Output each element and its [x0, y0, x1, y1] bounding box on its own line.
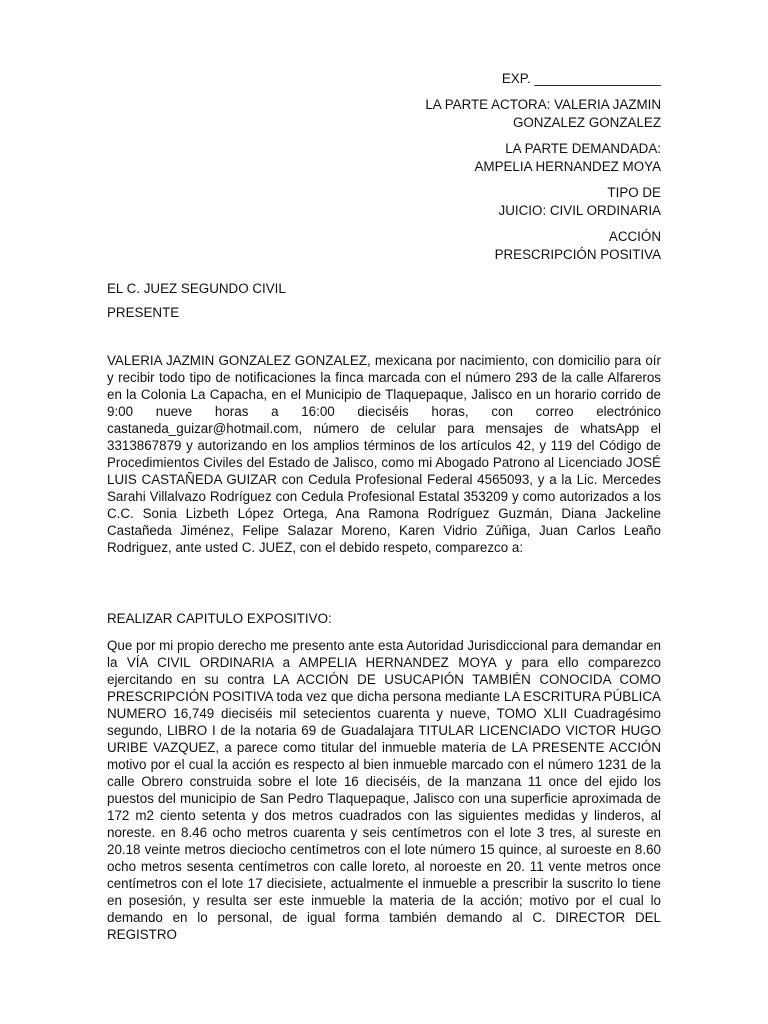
- presente-line: PRESENTE: [107, 305, 180, 320]
- expediente-block: [241, 70, 661, 88]
- parte-demandada-line-2: AMPELIA HERNANDEZ MOYA: [474, 159, 661, 174]
- judge-name: EL C. JUEZ SEGUNDO CIVIL: [107, 281, 286, 296]
- parte-demandada-line-1: LA PARTE DEMANDADA:: [505, 141, 661, 156]
- case-header: [241, 70, 661, 272]
- exposition-paragraph: Que por mi propio derecho me presento ante esta Autoridad Jurisdiccional para demandar en la VÍA CIVIL ORDINARIA a AMPELIA HERNANDEZ MOYA y para ello comparezco ejercitando en su contra LA ACCIÓN DE USUCAPIÓN TAMBIÉN CONOCIDA COMO PRESCRIPCIÓN POSITIVA toda vez que dicha persona mediante LA ESCRITURA PÚBLICA NUMERO 16,749 dieciséis mil setecientos cuarenta y nueve, TOMO XLII Cuadragésimo segundo, LIBRO I de la notaria 69 de Guadalajara TITULAR LICENCIADO VICTOR HUGO URIBE VAZQUEZ, a parece como titular del inmueble materia de LA PRESENTE ACCIÓN motivo por el cual la acción es respecto al bien inmueble marcado con el número 1231 de la calle Obrero construida sobre el lote 16 dieciséis, de la manzana 11 once del ejido los puestos del municipio de San Pedro Tlaquepaque, Jalisco con una superficie aproximada de 172 m2 ciento setenta y dos metros cuadrados con las siguientes medidas y linderos, al noreste. en 8.46 ocho metros cuarenta y seis centímetros con el lote 3 tres, al sureste en 20.18 veinte metros dieciocho centímetros con el lote número 15 quince, al suroeste en 8.60 ocho metros sesenta centímetros con calle loreto, al noroeste en 20. 11 vente metros once centímetros con el lote 17 diecisiete, actualmente el inmueble a prescribir la suscrito lo tiene en posesión, y resulta ser este inmueble la materia de la acción; motivo por el cual lo demando en lo personal, de igual forma también demando al C. DIRECTOR DEL REGISTRO: [107, 638, 661, 942]
- accion-block: [241, 228, 661, 264]
- accion-line-2: PRESCRIPCIÓN POSITIVA: [494, 247, 661, 262]
- tipo-juicio-block: [241, 184, 661, 220]
- tipo-juicio-line-2: JUICIO: CIVIL ORDINARIA: [498, 203, 661, 218]
- parte-actora-line-1: LA PARTE ACTORA: VALERIA JAZMIN: [425, 97, 661, 112]
- tipo-juicio-line-1: TIPO DE: [607, 185, 661, 200]
- parte-actora-block: [241, 96, 661, 132]
- parte-demandada-block: [241, 140, 661, 176]
- addressee: [107, 280, 667, 328]
- intro-paragraph: VALERIA JAZMIN GONZALEZ GONZALEZ, mexicana por nacimiento, con domicilio para oír y recibir todo tipo de notificaciones la finca marcada con el número 293 de la calle Alfareros en la Colonia La Capacha, en el Municipio de Tlaquepaque, Jalisco en un horario corrido de 9:00 nueve horas a 16:00 dieciséis horas, con correo electrónico castaneda_guizar@hotmail.com, número de celular para mensajes de whatsApp el 3313867879 y autorizando en los amplios términos de los artículos 42, y 119 del Código de Procedimientos Civiles del Estado de Jalisco, como mi Abogado Patrono al Licenciado JOSÉ LUIS CASTAÑEDA GUIZAR con Cedula Profesional Federal 4565093, y a la Lic. Mercedes Sarahi Villalvazo Rodríguez con Cedula Profesional Estatal 353209 y como autorizados a los C.C. Sonia Lizbeth López Ortega, Ana Ramona Rodríguez Guzmán, Diana Jackeline Castañeda Jiménez, Felipe Salazar Moreno, Karen Vidrio Zúñiga, Juan Carlos Leaño Rodriguez, ante usted C. JUEZ, con el debido respeto, comparezco a:: [107, 353, 661, 555]
- expediente-line: EXP. _________________: [501, 71, 661, 86]
- section-title: REALIZAR CAPITULO EXPOSITIVO:: [107, 611, 332, 626]
- accion-line-1: ACCIÓN: [608, 229, 661, 244]
- parte-actora-line-2: GONZALEZ GONZALEZ: [512, 115, 661, 130]
